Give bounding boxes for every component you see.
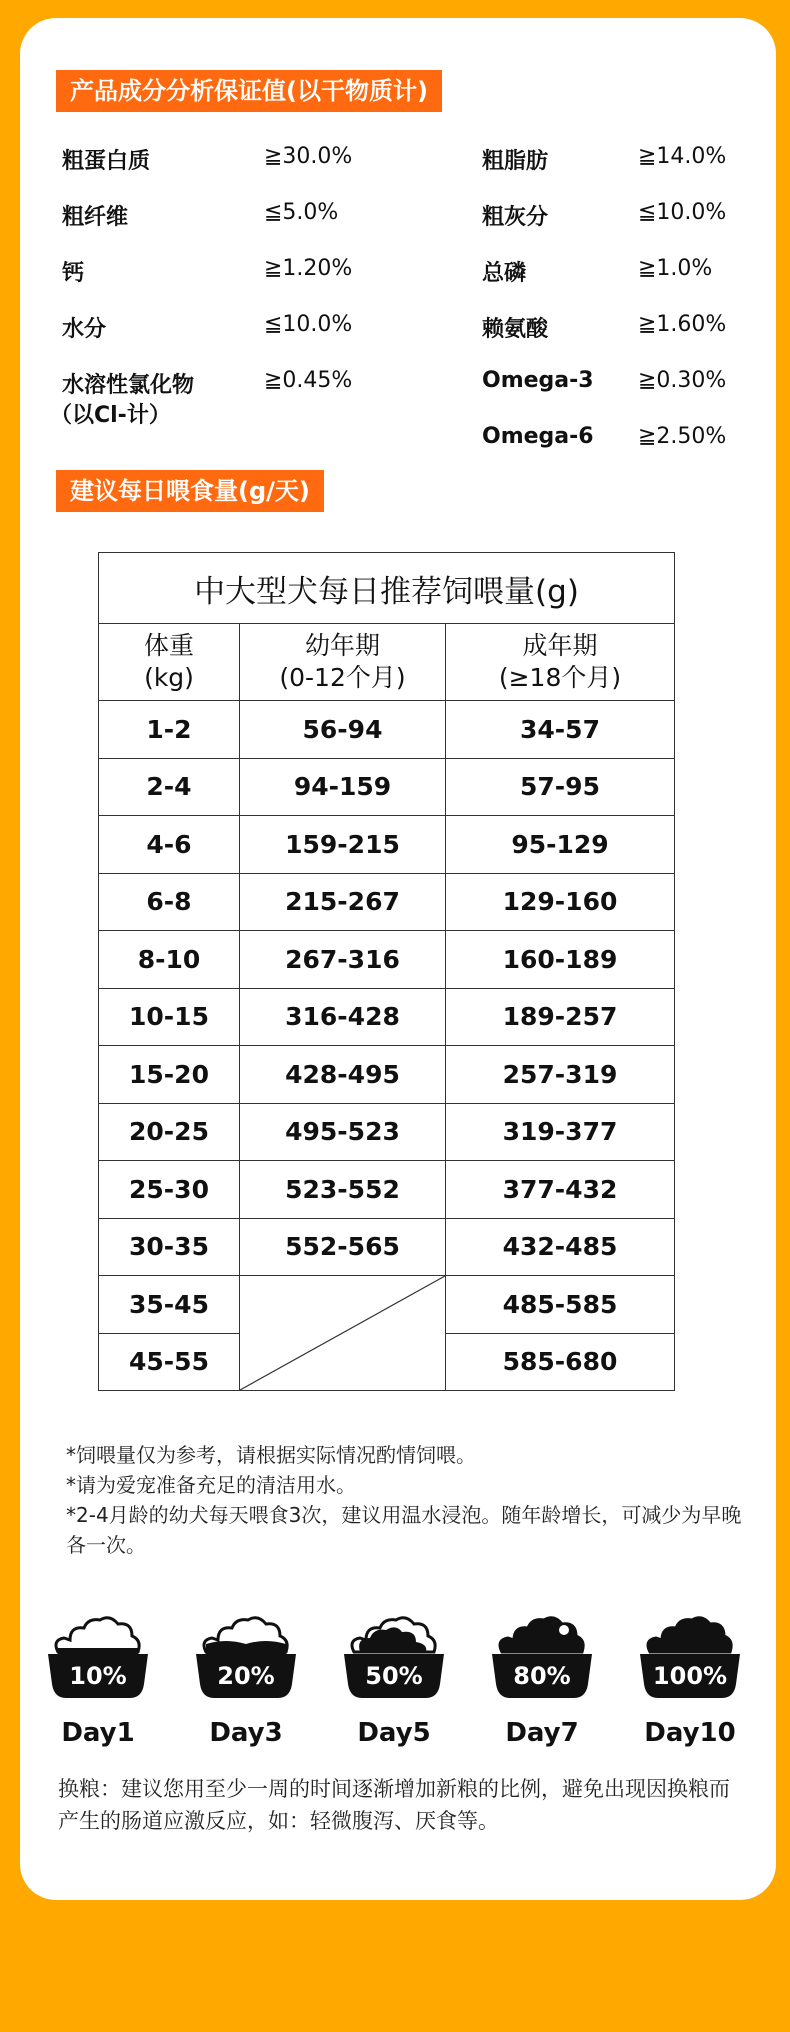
- nutrient-value: ≧14.0%: [638, 144, 727, 169]
- adult-cell: 319-377: [446, 1103, 675, 1161]
- puppy-cell: 94-159: [240, 758, 446, 816]
- weight-cell: 8-10: [99, 931, 240, 989]
- table-row: [99, 816, 675, 874]
- weight-cell: 35-45: [99, 1276, 240, 1334]
- table-row: [99, 931, 675, 989]
- table-row: [99, 988, 675, 1046]
- nutrient-value: ≧30.0%: [264, 144, 353, 169]
- puppy-cell: 428-495: [240, 1046, 446, 1104]
- table-row: [99, 758, 675, 816]
- header-adult-l1: 成年期: [522, 631, 598, 660]
- nutrition-section-title: 产品成分分析保证值(以干物质计): [56, 70, 442, 112]
- empty-diagonal-cell: [240, 1276, 446, 1391]
- nutrient-name: Omega-3: [482, 368, 594, 393]
- transition-percent: 10%: [69, 1662, 127, 1690]
- feeding-notes: [66, 1440, 746, 1560]
- weight-cell: 2-4: [99, 758, 240, 816]
- nutrient-value: ≧2.50%: [638, 424, 727, 449]
- weight-cell: 20-25: [99, 1103, 240, 1161]
- transition-day: Day5: [357, 1718, 431, 1748]
- weight-cell: 30-35: [99, 1218, 240, 1276]
- adult-cell: 34-57: [446, 701, 675, 759]
- nutrient-name: 水分: [62, 317, 107, 342]
- nutrient-name: 总磷: [482, 261, 527, 286]
- table-row: [99, 1103, 675, 1161]
- feeding-table: [98, 552, 675, 1391]
- puppy-cell: 523-552: [240, 1161, 446, 1219]
- nutrient-name: 粗蛋白质: [62, 149, 151, 174]
- header-weight: [99, 624, 240, 701]
- nutrient-value: ≧0.30%: [638, 368, 727, 393]
- feeding-section-title: 建议每日喂食量(g/天): [56, 470, 324, 512]
- note-line: *2-4月龄的幼犬每天喂食3次，建议用温水浸泡。随年龄增长，可减少为早晚各一次。: [66, 1503, 742, 1557]
- adult-cell: 57-95: [446, 758, 675, 816]
- nutrient-name: 赖氨酸: [482, 317, 549, 342]
- adult-cell: 485-585: [446, 1276, 675, 1334]
- transition-percent: 50%: [365, 1662, 423, 1690]
- nutrient-value: ≧1.0%: [638, 256, 713, 281]
- nutrient-value: ≦10.0%: [264, 312, 353, 337]
- transition-step: [40, 1600, 156, 1748]
- header-puppy: [240, 624, 446, 701]
- adult-cell: 432-485: [446, 1218, 675, 1276]
- nutrient-value: ≧0.45%: [264, 368, 353, 393]
- header-adult: [446, 624, 675, 701]
- puppy-cell: 552-565: [240, 1218, 446, 1276]
- weight-cell: 4-6: [99, 816, 240, 874]
- transition-day: Day1: [61, 1718, 135, 1748]
- table-row: [99, 1218, 675, 1276]
- nutrient-name: Omega-6: [482, 424, 594, 449]
- diagonal-line: [240, 1276, 445, 1390]
- adult-cell: 129-160: [446, 873, 675, 931]
- nutrient-value: ≦5.0%: [264, 200, 339, 225]
- note-line: *请为爱宠准备充足的清洁用水。: [66, 1473, 356, 1497]
- weight-cell: 1-2: [99, 701, 240, 759]
- nutrient-value: ≦10.0%: [638, 200, 727, 225]
- nutrient-name: 钙: [62, 261, 85, 286]
- table-row: [99, 701, 675, 759]
- header-weight-l2: (kg): [144, 663, 194, 692]
- nutrient-subname: （以Cl-计）: [50, 403, 171, 428]
- transition-percent: 80%: [513, 1662, 571, 1690]
- note-line: *饲喂量仅为参考，请根据实际情况酌情饲喂。: [66, 1443, 476, 1467]
- header-adult-l2: (≥18个月): [498, 663, 622, 692]
- puppy-cell: 56-94: [240, 701, 446, 759]
- puppy-cell: 159-215: [240, 816, 446, 874]
- adult-cell: 160-189: [446, 931, 675, 989]
- puppy-cell: 215-267: [240, 873, 446, 931]
- weight-cell: 10-15: [99, 988, 240, 1046]
- nutrient-name: 粗纤维: [62, 205, 129, 230]
- header-puppy-l1: 幼年期: [304, 631, 380, 660]
- adult-cell: 257-319: [446, 1046, 675, 1104]
- transition-day: Day3: [209, 1718, 283, 1748]
- puppy-cell: 316-428: [240, 988, 446, 1046]
- adult-cell: 377-432: [446, 1161, 675, 1219]
- puppy-cell: 267-316: [240, 931, 446, 989]
- transition-day: Day7: [505, 1718, 579, 1748]
- nutrient-name: 粗脂肪: [482, 149, 549, 174]
- header-puppy-l2: (0-12个月): [279, 663, 406, 692]
- adult-cell: 189-257: [446, 988, 675, 1046]
- table-title: 中大型犬每日推荐饲喂量(g): [99, 553, 675, 624]
- transition-step: [632, 1600, 748, 1748]
- transition-day: Day10: [644, 1718, 736, 1748]
- header-weight-l1: 体重: [143, 631, 194, 660]
- table-row: [99, 1276, 675, 1334]
- food-switch-note: 换粮：建议您用至少一周的时间逐渐增加新粮的比例，避免出现因换粮而产生的肠道应激反应，如：轻微腹泻、厌食等。: [58, 1777, 730, 1833]
- transition-percent: 20%: [217, 1662, 275, 1690]
- weight-cell: 45-55: [99, 1333, 240, 1391]
- adult-cell: 585-680: [446, 1333, 675, 1391]
- weight-cell: 6-8: [99, 873, 240, 931]
- transition-step: [188, 1600, 304, 1748]
- nutrient-value: ≧1.20%: [264, 256, 353, 281]
- transition-percent: 100%: [652, 1662, 728, 1690]
- transition-step: [336, 1600, 452, 1748]
- weight-cell: 25-30: [99, 1161, 240, 1219]
- table-row: [99, 873, 675, 931]
- adult-cell: 95-129: [446, 816, 675, 874]
- puppy-cell: 495-523: [240, 1103, 446, 1161]
- transition-step: [484, 1600, 600, 1748]
- nutrient-name: 粗灰分: [482, 205, 549, 230]
- weight-cell: 15-20: [99, 1046, 240, 1104]
- table-row: [99, 1161, 675, 1219]
- nutrient-value: ≧1.60%: [638, 312, 727, 337]
- table-row: [99, 1046, 675, 1104]
- nutrient-name: 水溶性氯化物: [62, 373, 195, 398]
